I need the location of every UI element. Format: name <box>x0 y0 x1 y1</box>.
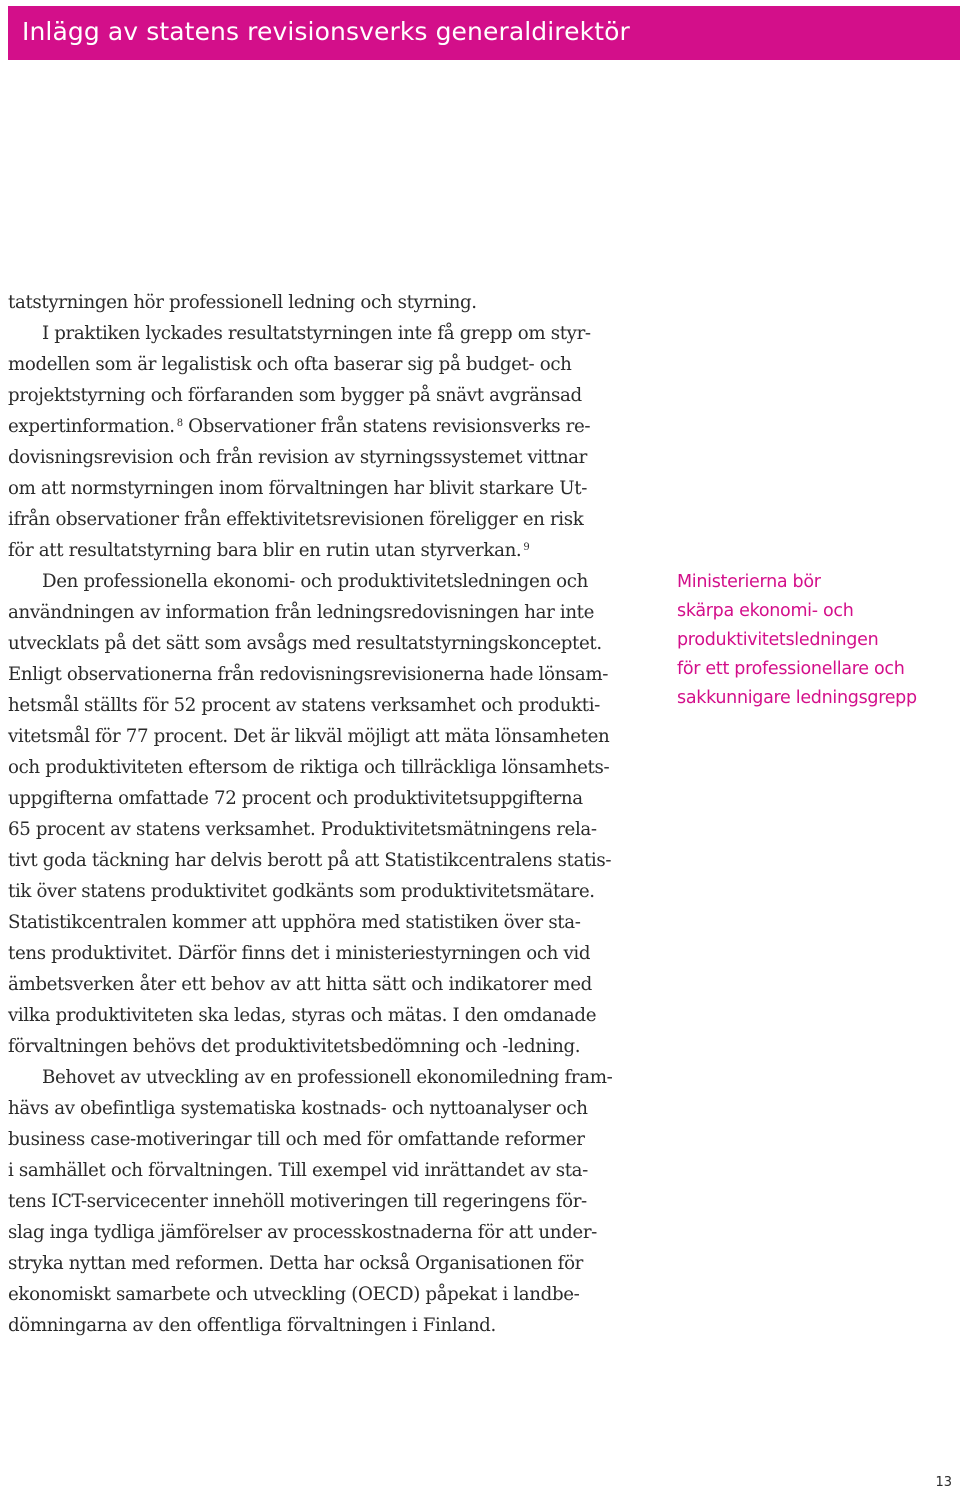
body-line <box>8 349 648 380</box>
body-line <box>8 1000 648 1031</box>
body-line <box>8 907 648 938</box>
body-line-text: slag inga tydliga jämförelser av processkostnaderna för att under- <box>8 1222 597 1243</box>
body-line <box>8 380 648 411</box>
body-line-text: projektstyrning och förfaranden som bygger på snävt avgränsad <box>8 385 582 406</box>
body-line-text: ekonomiskt samarbete och utveckling (OECD) påpekat i landbe- <box>8 1284 580 1305</box>
body-line-text: dovisningsrevision och från revision av styrningssystemet vittnar <box>8 447 587 468</box>
body-line <box>8 938 648 969</box>
body-line <box>8 876 648 907</box>
body-line-text: för att resultatstyrning bara blir en rutin utan styrverkan. <box>8 540 522 561</box>
body-line <box>8 442 648 473</box>
body-line <box>8 1031 648 1062</box>
pull-quote-line: sakkunnigare ledningsgrepp <box>677 688 917 708</box>
body-line <box>8 1279 648 1310</box>
page-title: Inlägg av statens revisionsverks generaldirektör <box>22 17 630 46</box>
body-line <box>8 535 648 566</box>
body-line-text: vitetsmål för 77 procent. Det är likväl möjligt att mäta lönsamheten <box>8 726 610 747</box>
body-line <box>8 1155 648 1186</box>
body-line-text: Behovet av utveckling av en professionell ekonomiledning fram- <box>42 1067 613 1088</box>
body-line <box>8 969 648 1000</box>
pull-quote-line: skärpa ekonomi- och <box>677 601 854 621</box>
body-line-text: tivt goda täckning har delvis berott på att Statistikcentralens statis- <box>8 850 612 871</box>
body-text <box>8 287 648 1341</box>
body-line-text: Den professionella ekonomi- och produktivitetsledningen och <box>42 571 588 592</box>
pull-quote-line: Ministerierna bör <box>677 572 821 592</box>
body-line <box>8 504 648 535</box>
body-line <box>8 318 648 349</box>
body-line-text: ämbetsverken åter ett behov av att hitta sätt och indikatorer med <box>8 974 592 995</box>
body-line <box>8 814 648 845</box>
body-line-text: I praktiken lyckades resultatstyrningen inte få grepp om styr- <box>42 323 591 344</box>
body-line <box>8 628 648 659</box>
body-line-text: 65 procent av statens verksamhet. Produktivitetsmätningens rela- <box>8 819 597 840</box>
body-line <box>8 721 648 752</box>
page-number: 13 <box>935 1475 952 1490</box>
body-line <box>8 411 648 442</box>
footnote-marker: 8 <box>176 418 183 429</box>
body-line <box>8 845 648 876</box>
footnote-marker: 9 <box>523 542 530 553</box>
body-line-text: ifrån observationer från effektivitetsrevisionen föreligger en risk <box>8 509 584 530</box>
body-line <box>8 1124 648 1155</box>
body-line-text: Statistikcentralen kommer att upphöra med statistiken över sta- <box>8 912 581 933</box>
body-line-text: användningen av information från ledningsredovisningen har inte <box>8 602 595 623</box>
body-line-text: utvecklats på det sätt som avsågs med resultatstyrningskonceptet. <box>8 633 602 654</box>
body-line <box>8 1093 648 1124</box>
body-line <box>8 752 648 783</box>
body-line-text: tens produktivitet. Därför finns det i ministeriestyrningen och vid <box>8 943 591 964</box>
body-line-text: hävs av obefintliga systematiska kostnads- och nyttoanalyser och <box>8 1098 588 1119</box>
body-line <box>8 473 648 504</box>
body-line <box>8 1062 648 1093</box>
pull-quote-line: produktivitetsledningen <box>677 630 879 650</box>
body-line <box>8 1310 648 1341</box>
body-line <box>8 1217 648 1248</box>
body-line <box>8 659 648 690</box>
body-line-text: expertinformation. <box>8 416 175 437</box>
body-line-text-continued: Observationer från statens revisionsverks re- <box>182 416 591 437</box>
body-line <box>8 597 648 628</box>
pull-quote-line: för ett professionellare och <box>677 659 905 679</box>
body-line-text: modellen som är legalistisk och ofta baserar sig på budget- och <box>8 354 572 375</box>
body-line-text: tik över statens produktivitet godkänts som produktivitetsmätare. <box>8 881 595 902</box>
body-line <box>8 287 648 318</box>
body-line-text: dömningarna av den offentliga förvaltningen i Finland. <box>8 1315 496 1336</box>
body-line-text: business case-motiveringar till och med för omfattande reformer <box>8 1129 585 1150</box>
body-line <box>8 1186 648 1217</box>
body-line-text: i samhället och förvaltningen. Till exempel vid inrättandet av sta- <box>8 1160 588 1181</box>
body-line-text: hetsmål ställts för 52 procent av statens verksamhet och produkti- <box>8 695 600 716</box>
pull-quote <box>677 568 952 713</box>
body-line-text: tatstyrningen hör professionell ledning och styrning. <box>8 292 477 313</box>
body-line-text: Enligt observationerna från redovisningsrevisionerna hade lönsam- <box>8 664 609 685</box>
body-line <box>8 1248 648 1279</box>
body-line-text: stryka nyttan med reformen. Detta har också Organisationen för <box>8 1253 584 1274</box>
body-line <box>8 566 648 597</box>
body-line-text: om att normstyrningen inom förvaltningen har blivit starkare Ut- <box>8 478 588 499</box>
header-bar <box>8 6 960 60</box>
body-line-text: och produktiviteten eftersom de riktiga och tillräckliga lönsamhets- <box>8 757 610 778</box>
body-line-text: tens ICT-servicecenter innehöll motiveringen till regeringens för- <box>8 1191 587 1212</box>
body-line-text: vilka produktiviteten ska ledas, styras och mätas. I den omdanade <box>8 1005 597 1026</box>
body-line <box>8 690 648 721</box>
body-line-text: uppgifterna omfattade 72 procent och produktivitetsuppgifterna <box>8 788 583 809</box>
body-line <box>8 783 648 814</box>
body-line-text: förvaltningen behövs det produktivitetsbedömning och -ledning. <box>8 1036 581 1057</box>
